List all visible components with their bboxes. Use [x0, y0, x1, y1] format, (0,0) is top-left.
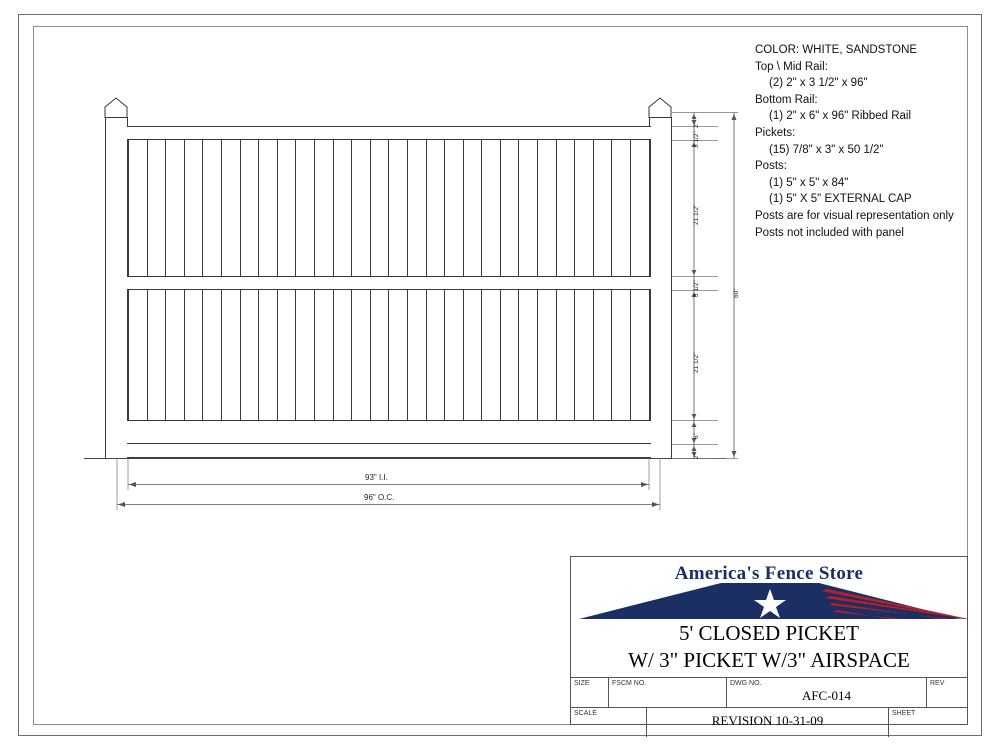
picket — [593, 140, 594, 276]
flag-swoosh-graphic — [571, 579, 967, 619]
picket — [593, 290, 594, 420]
picket — [407, 140, 408, 276]
spec-line: Posts are for visual representation only — [755, 209, 954, 222]
picket — [184, 140, 185, 276]
bottom-ribbed-rail — [127, 420, 651, 444]
picket — [444, 290, 445, 420]
revision-value: REVISION 10-31-09 — [711, 713, 824, 728]
picket — [221, 290, 222, 420]
scale-label: SCALE — [574, 710, 597, 717]
picket — [481, 290, 482, 420]
picket — [556, 290, 557, 420]
dwg-label: DWG NO. — [730, 680, 762, 687]
picket — [147, 140, 148, 276]
picket — [258, 290, 259, 420]
rev-cell — [927, 678, 967, 707]
picket — [165, 140, 166, 276]
dim-upper-picket: 21 1/2" — [693, 204, 700, 225]
picket — [481, 140, 482, 276]
panel-base — [127, 444, 651, 458]
picket — [500, 290, 501, 420]
scale-cell — [571, 708, 647, 737]
picket — [295, 290, 296, 420]
picket — [258, 140, 259, 276]
spec-line: COLOR: WHITE, SANDSTONE — [755, 44, 918, 56]
picket — [426, 290, 427, 420]
picket — [649, 140, 650, 276]
rev-label: REV — [930, 680, 945, 687]
dim-top-gap: 3 1/2" — [693, 131, 700, 148]
picket — [128, 140, 129, 276]
dim-on-center-width: 96" O.C. — [364, 493, 395, 502]
picket — [649, 290, 650, 420]
picket — [388, 290, 389, 420]
revision-cell — [647, 708, 889, 737]
picket — [240, 290, 241, 420]
size-cell — [571, 678, 609, 707]
spec-line: Posts not included with panel — [755, 226, 904, 239]
picket — [611, 290, 612, 420]
spec-line: (1) 5" X 5" EXTERNAL CAP — [769, 193, 912, 206]
picket-group-upper — [128, 140, 650, 276]
spec-line: Posts: — [755, 160, 787, 173]
fscm-label: FSCM NO. — [612, 680, 647, 687]
picket — [444, 140, 445, 276]
dim-base: 2" — [693, 453, 700, 459]
picket — [221, 140, 222, 276]
picket — [630, 290, 631, 420]
picket — [556, 140, 557, 276]
company-logo — [571, 557, 967, 619]
picket — [184, 290, 185, 420]
drawing-title-line1: 5' CLOSED PICKET — [679, 621, 859, 645]
dim-bottom-rail: 6" — [693, 433, 700, 439]
dim-lower-picket: 21 1/2" — [693, 352, 700, 373]
fence-elevation-drawing — [80, 90, 740, 510]
title-block — [570, 556, 968, 728]
spec-line: Bottom Rail: — [755, 93, 818, 106]
spec-line: (2) 2" x 3 1/2" x 96" — [769, 77, 868, 90]
dim-top-rail: 2" — [693, 122, 700, 128]
spec-line: Pickets: — [755, 126, 796, 139]
picket — [370, 290, 371, 420]
company-name: America's Fence Store — [674, 563, 864, 584]
picket — [611, 140, 612, 276]
spec-line: (1) 2" x 6" x 96" Ribbed Rail — [769, 110, 912, 123]
drawing-title-line2: W/ 3" PICKET W/3" AIRSPACE — [628, 648, 910, 672]
picket — [500, 140, 501, 276]
picket — [463, 290, 464, 420]
dwg-no-cell — [727, 678, 927, 707]
sheet-cell — [889, 708, 967, 737]
picket — [463, 140, 464, 276]
picket — [537, 140, 538, 276]
picket — [165, 290, 166, 420]
picket — [277, 290, 278, 420]
horizontal-dimension-lines — [80, 458, 740, 528]
picket — [370, 140, 371, 276]
picket — [574, 290, 575, 420]
picket — [537, 290, 538, 420]
picket — [388, 140, 389, 276]
picket — [202, 140, 203, 276]
picket — [426, 140, 427, 276]
title-block-row-2 — [571, 707, 967, 737]
picket-group-lower — [128, 290, 650, 420]
picket — [128, 290, 129, 420]
dwg-value: AFC-014 — [801, 688, 852, 703]
picket — [295, 140, 296, 276]
picket — [407, 290, 408, 420]
picket — [333, 290, 334, 420]
fscm-cell — [609, 678, 727, 707]
title-block-row-1 — [571, 677, 967, 707]
picket — [351, 140, 352, 276]
size-label: SIZE — [574, 680, 590, 687]
picket — [240, 140, 241, 276]
vertical-dimension-lines — [672, 90, 792, 510]
spec-line: (1) 5" x 5" x 84" — [769, 176, 849, 189]
top-rail — [127, 126, 651, 140]
picket — [314, 140, 315, 276]
dim-mid-gap: 3 1/2" — [693, 280, 700, 297]
picket — [277, 140, 278, 276]
picket — [147, 290, 148, 420]
mid-rail — [127, 276, 651, 290]
picket — [314, 290, 315, 420]
picket — [630, 140, 631, 276]
picket — [518, 290, 519, 420]
dim-inside-width: 93" I.I. — [365, 473, 388, 482]
picket — [574, 140, 575, 276]
sheet-label: SHEET — [892, 710, 916, 717]
spec-line: Top \ Mid Rail: — [755, 60, 828, 73]
spec-line: (15) 7/8" x 3" x 50 1/2" — [769, 143, 884, 156]
picket — [351, 290, 352, 420]
dim-overall-height: 60" — [733, 288, 740, 298]
picket — [518, 140, 519, 276]
picket — [202, 290, 203, 420]
picket — [333, 140, 334, 276]
